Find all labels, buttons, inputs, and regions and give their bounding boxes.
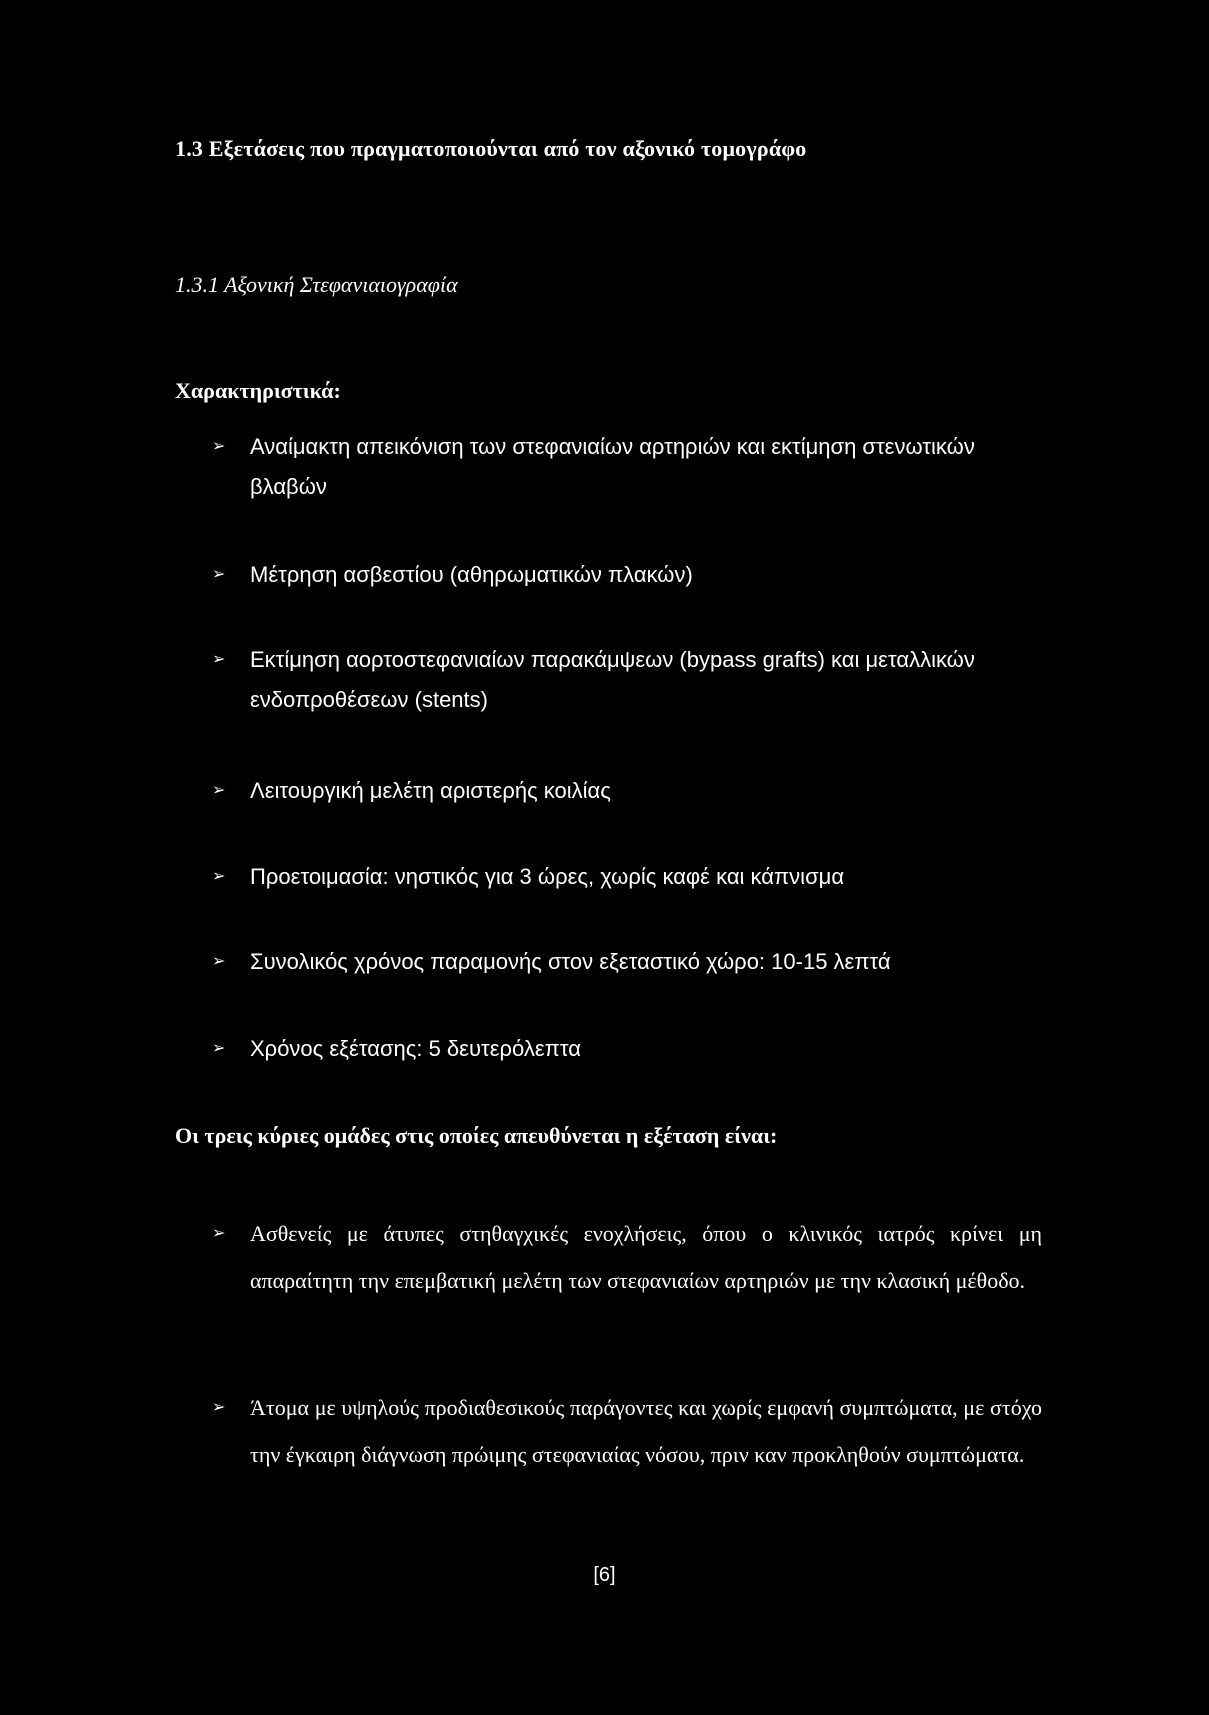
feature-item-text-continued: βλαβών bbox=[250, 474, 327, 499]
arrow-bullet-icon: ➢ bbox=[212, 868, 226, 885]
arrow-bullet-icon: ➢ bbox=[212, 438, 226, 455]
arrow-bullet-icon: ➢ bbox=[212, 1040, 226, 1057]
arrow-bullet-icon: ➢ bbox=[212, 566, 226, 583]
features-heading: Χαρακτηριστικά: bbox=[175, 378, 341, 403]
feature-item-text: Συνολικός χρόνος παραμονής στον εξεταστικό χώρο: 10-15 λεπτά bbox=[250, 949, 891, 974]
page-number: [6] bbox=[593, 1564, 616, 1586]
feature-item-text: Προετοιμασία: νηστικός για 3 ώρες, χωρίς καφέ και κάπνισμα bbox=[250, 864, 845, 889]
arrow-bullet-icon: ➢ bbox=[212, 782, 226, 799]
subsection-title: 1.3.1 Αξονική Στεφανιαιογραφία bbox=[175, 272, 458, 297]
section-title: 1.3 Εξετάσεις που πραγματοποιούνται από τον αξονικό τομογράφο bbox=[175, 136, 807, 161]
group-item-text: Άτομα με υψηλούς προδιαθεσικούς παράγοντες και χωρίς εμφανή συμπτώματα, με στόχο την έγκαιρη διάγνωση πρώιμης στεφανιαίας νόσου, πριν καν προκληθούν συμπτώματα. bbox=[250, 1395, 1042, 1467]
feature-item-text-continued: ενδοπροθέσεων (stents) bbox=[250, 687, 488, 712]
group-item-text: Ασθενείς με άτυπες στηθαγχικές ενοχλήσεις, όπου ο κλινικός ιατρός κρίνει μη απαραίτητη την επεμβατική μελέτη των στεφανιαίων αρτηριών με την κλασική μέθοδο. bbox=[250, 1221, 1042, 1293]
feature-item-text: Μέτρηση ασβεστίου (αθηρωματικών πλακών) bbox=[250, 562, 693, 587]
arrow-bullet-icon: ➢ bbox=[212, 1225, 226, 1242]
arrow-bullet-icon: ➢ bbox=[212, 651, 226, 668]
feature-item-text: Εκτίμηση αορτοστεφανιαίων παρακάμψεων (bypass grafts) και μεταλλικών bbox=[250, 647, 975, 672]
feature-item-text: Αναίμακτη απεικόνιση των στεφανιαίων αρτηριών και εκτίμηση στενωτικών bbox=[250, 434, 975, 459]
arrow-bullet-icon: ➢ bbox=[212, 953, 226, 970]
arrow-bullet-icon: ➢ bbox=[212, 1399, 226, 1416]
feature-item-text: Λειτουργική μελέτη αριστερής κοιλίας bbox=[250, 778, 611, 803]
groups-heading: Οι τρεις κύριες ομάδες στις οποίες απευθύνεται η εξέταση είναι: bbox=[175, 1123, 778, 1148]
feature-item-text: Χρόνος εξέτασης: 5 δευτερόλεπτα bbox=[250, 1036, 581, 1061]
